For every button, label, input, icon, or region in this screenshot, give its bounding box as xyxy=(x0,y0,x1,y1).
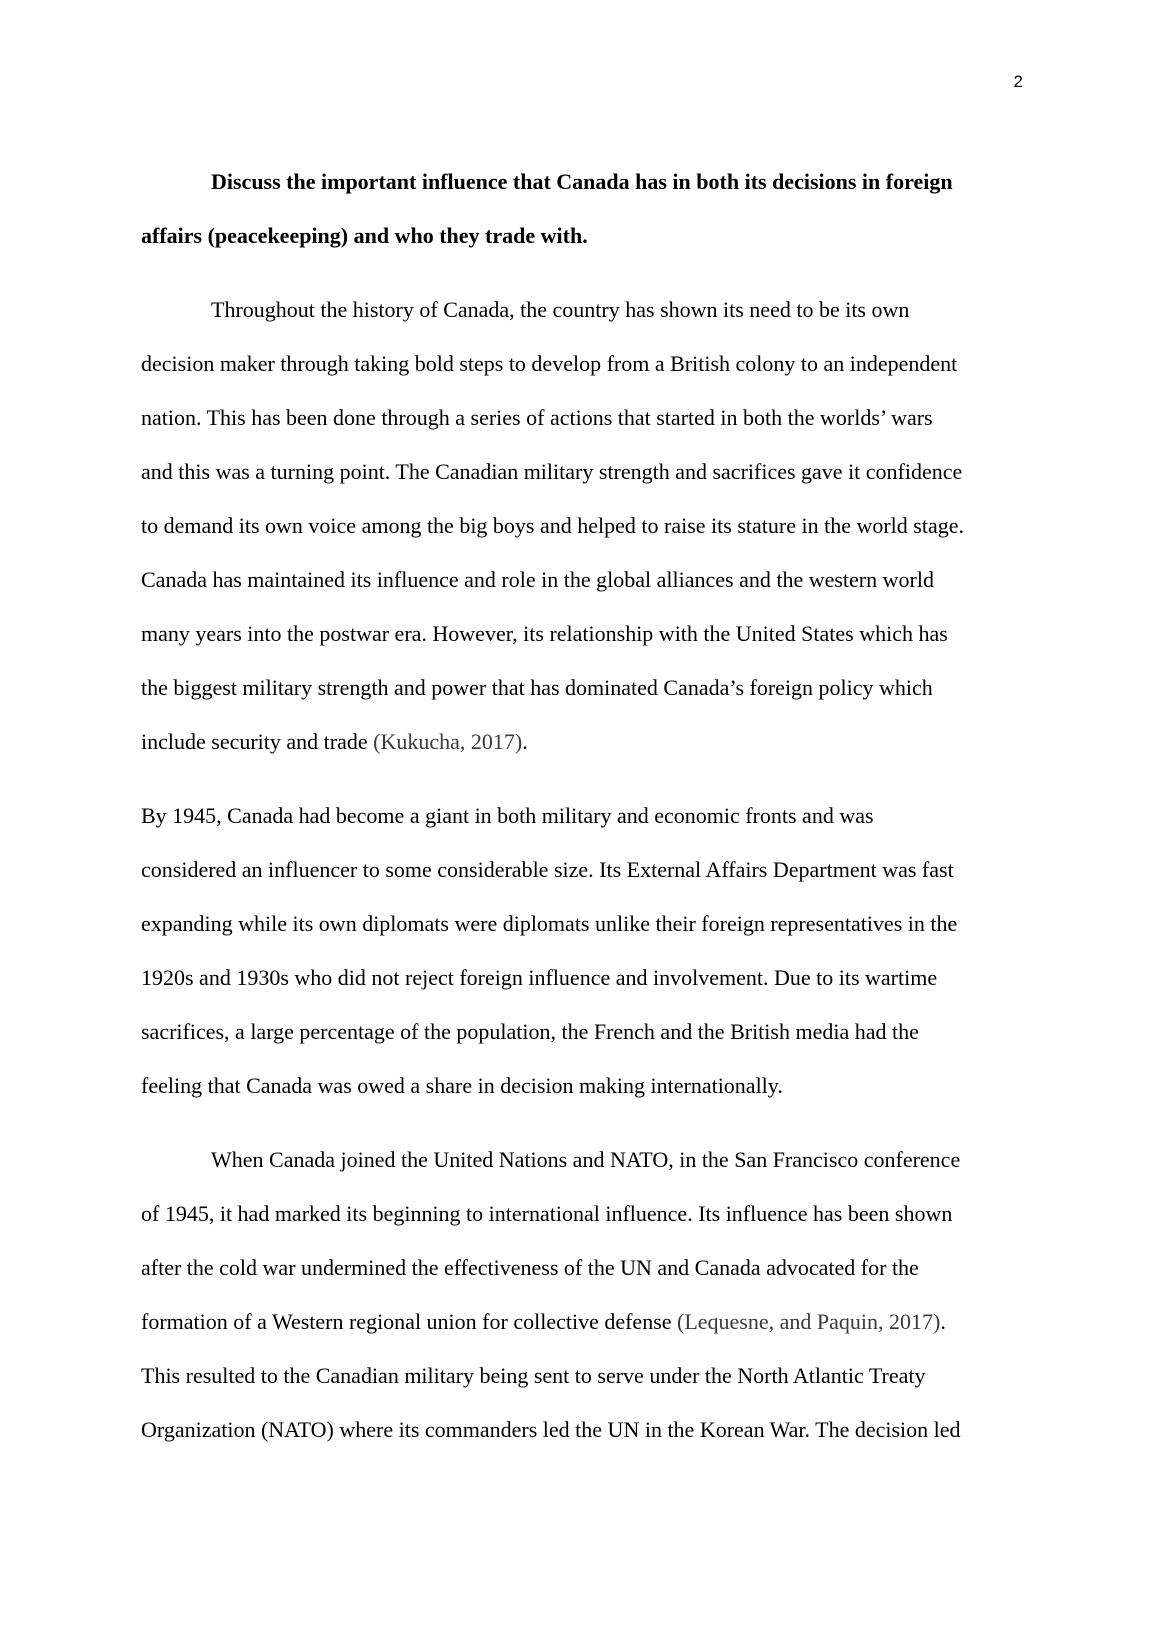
paragraph-2 xyxy=(141,789,1030,1113)
text-line: the biggest military strength and power that has dominated Canada’s foreign policy which xyxy=(141,675,933,700)
text-line: after the cold war undermined the effectiveness of the UN and Canada advocated for the xyxy=(141,1255,919,1280)
citation: (Lequesne, and Paquin, 2017) xyxy=(677,1309,941,1334)
text-fragment: formation of a Western regional union for collective defense xyxy=(141,1309,678,1334)
text-line: nation. This has been done through a series of actions that started in both the worlds’ wars xyxy=(141,405,933,430)
text-line: By 1945, Canada had become a giant in both military and economic fronts and was xyxy=(141,803,874,828)
paragraph-1 xyxy=(141,283,1030,769)
text-line: Organization (NATO) where its commanders led the UN in the Korean War. The decision led xyxy=(141,1417,961,1442)
text-line: Throughout the history of Canada, the country has shown its need to be its own xyxy=(211,297,910,322)
text-line xyxy=(141,715,1030,769)
text-fragment: . xyxy=(522,729,528,754)
text-fragment: include security and trade xyxy=(141,729,374,754)
text-line: This resulted to the Canadian military being sent to serve under the North Atlantic Treaty xyxy=(141,1363,926,1388)
text-line: When Canada joined the United Nations and NATO, in the San Francisco conference xyxy=(211,1147,961,1172)
page-number: 2 xyxy=(1013,72,1023,91)
text-line: 1920s and 1930s who did not reject foreign influence and involvement. Due to its wartime xyxy=(141,965,938,990)
text-line: to demand its own voice among the big boys and helped to raise its stature in the world stage. xyxy=(141,513,964,538)
text-line: feeling that Canada was owed a share in decision making internationally. xyxy=(141,1073,783,1098)
heading-line: affairs (peacekeeping) and who they trade with. xyxy=(141,223,588,248)
text-fragment: . xyxy=(940,1309,946,1334)
text-line xyxy=(141,1295,1030,1349)
heading-line: Discuss the important influence that Canada has in both its decisions in foreign xyxy=(211,169,953,194)
text-line: and this was a turning point. The Canadian military strength and sacrifices gave it confidence xyxy=(141,459,963,484)
text-line: decision maker through taking bold steps to develop from a British colony to an independent xyxy=(141,351,958,376)
text-line: of 1945, it had marked its beginning to international influence. Its influence has been shown xyxy=(141,1201,953,1226)
text-line: many years into the postwar era. However, its relationship with the United States which has xyxy=(141,621,948,646)
document-body xyxy=(141,155,1030,1457)
text-line: considered an influencer to some considerable size. Its External Affairs Department was fast xyxy=(141,857,954,882)
text-line: expanding while its own diplomats were diplomats unlike their foreign representatives in the xyxy=(141,911,958,936)
text-line: Canada has maintained its influence and role in the global alliances and the western world xyxy=(141,567,934,592)
essay-heading xyxy=(141,155,1030,263)
text-line: sacrifices, a large percentage of the population, the French and the British media had the xyxy=(141,1019,919,1044)
citation: (Kukucha, 2017) xyxy=(373,729,523,754)
paragraph-3 xyxy=(141,1133,1030,1457)
